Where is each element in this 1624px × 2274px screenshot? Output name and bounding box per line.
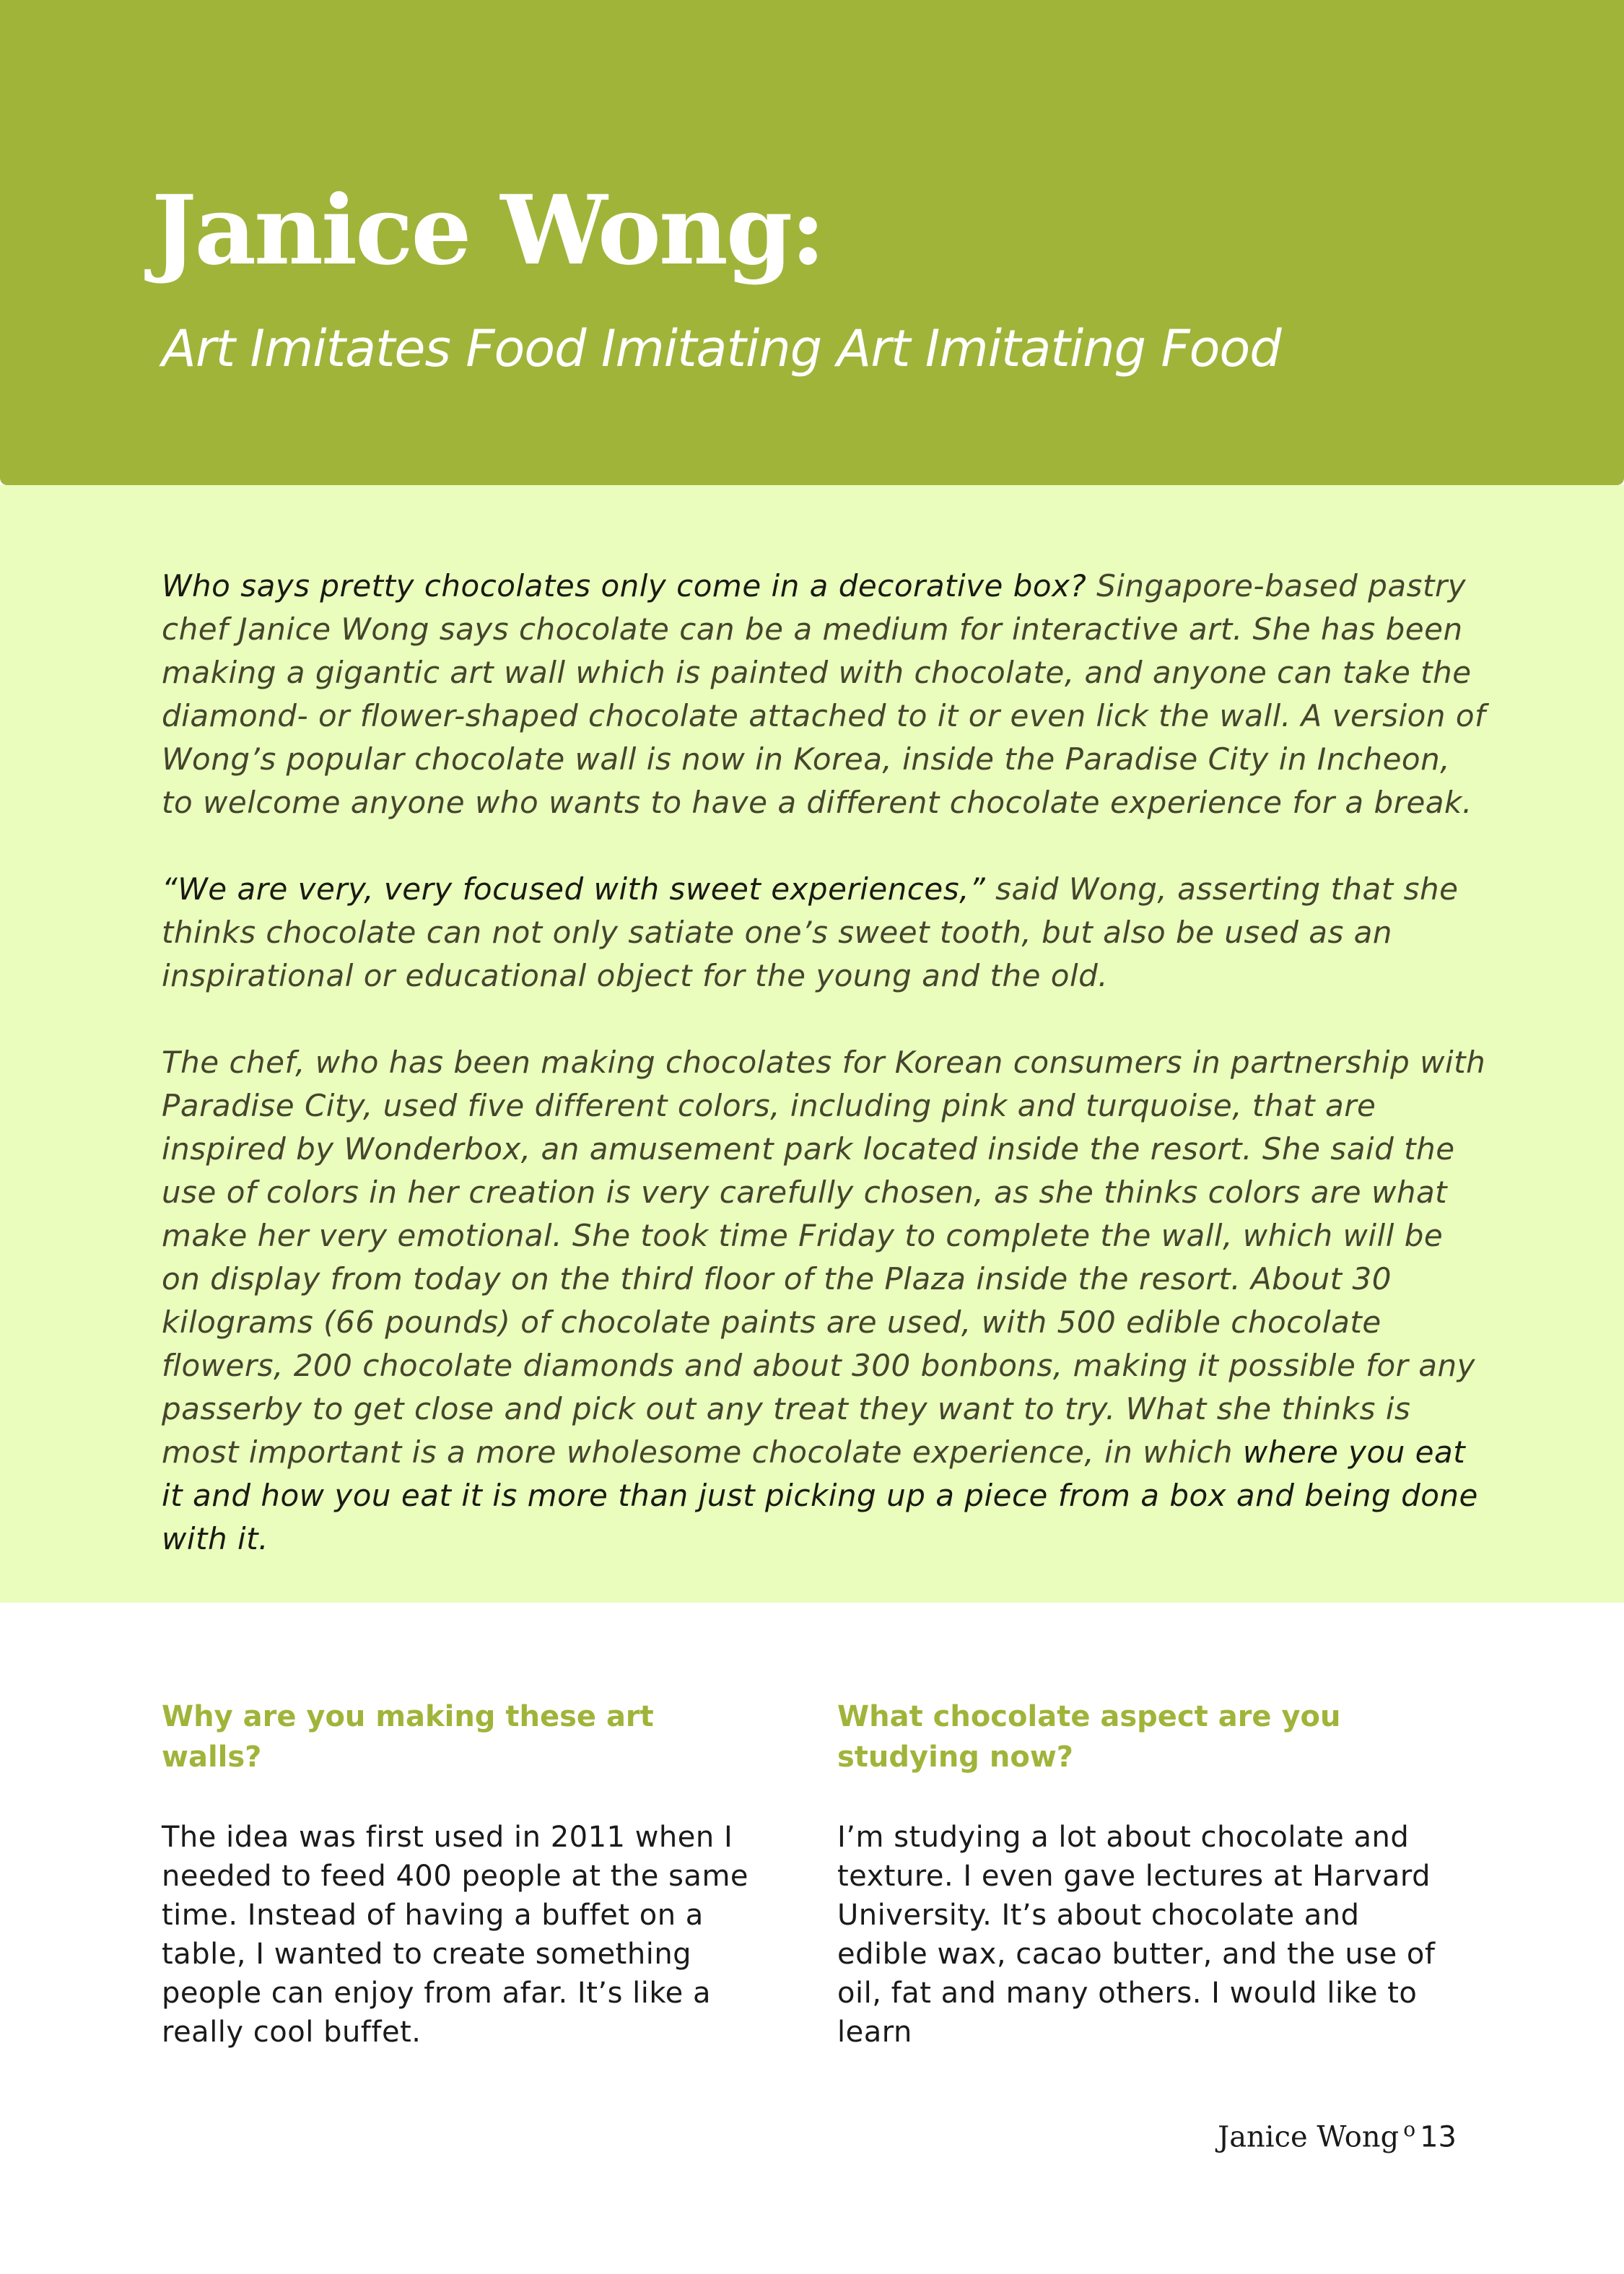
- intro-emphasis: where you eat it and how you eat it is more than just picking up a piece from a box and being done with it.: [162, 1434, 1478, 1556]
- intro-lead-question: Who says pretty chocolates only come in a decorative box?: [162, 568, 1087, 604]
- intro-paragraph-2: [162, 868, 1490, 998]
- qa-question-1: Why are you making these art walls?: [162, 1700, 654, 1774]
- page-title: Janice Wong:: [152, 175, 824, 287]
- footer-separator: o: [1403, 2117, 1416, 2141]
- qa-question-2: What chocolate aspect are you studying now?: [837, 1700, 1341, 1774]
- qa-block-2: [837, 1696, 1458, 2052]
- running-title: Janice Wong: [1218, 2120, 1400, 2154]
- intro-body: [162, 565, 1490, 1604]
- intro-paragraph-1: [162, 565, 1490, 824]
- page-number: 13: [1420, 2120, 1457, 2154]
- intro-paragraph-1-text: Singapore-based pastry chef Janice Wong says chocolate can be a medium for interactive art. She has been making a gigantic art wall which is painted with chocolate, and anyone can take the diamond- or flower-shaped chocolate attached to it or even lick the wall. A version of Wong’s popular chocolate wall is now in Korea, inside the Paradise City in Incheon, to welcome anyone who wants to have a different chocolate experience for a break.: [162, 568, 1486, 820]
- intro-paragraph-2-text: said Wong, asserting that she thinks chocolate can not only satiate one’s sweet tooth, but also be used as an inspirational or educational object for the young and the old.: [162, 871, 1459, 993]
- intro-paragraph-3: [162, 1041, 1490, 1561]
- qa-answer-2: I’m studying a lot about chocolate and texture. I even gave lectures at Harvard University. It’s about chocolate and edible wax, cacao butter, and the use of oil, fat and many others. I would like to learn: [837, 1821, 1436, 2049]
- page-footer: [1218, 2112, 1457, 2155]
- intro-section: [0, 485, 1624, 1603]
- intro-paragraph-3-text: The chef, who has been making chocolates for Korean consumers in partnership with Paradise City, used five different colors, including pink and turquoise, that are inspired by Wonderbox, an amusement park located inside the resort. She said the use of colors in her creation is very carefully chosen, as she thinks colors are what make her very emotional. She took time Friday to complete the wall, which will be on display from today on the third floor of the Plaza inside the resort. About 30 kilograms (66 pounds) of chocolate paints are used, with 500 edible chocolate flowers, 200 chocolate diamonds and about 300 bonbons, making it possible for any passerby to get close and pick out any treat they want to try. What she thinks is most important is a more wholesome chocolate experience, in which: [162, 1045, 1486, 1470]
- header-banner: [0, 0, 1624, 485]
- page-subtitle: Art Imitates Food Imitating Art Imitating Food: [162, 319, 1281, 378]
- intro-quote: “We are very, very focused with sweet experiences,”: [162, 871, 986, 907]
- qa-block-1: [162, 1696, 754, 2052]
- qa-answer-1: The idea was first used in 2011 when I needed to feed 400 people at the same time. Instead of having a buffet on a table, I wanted to create something people can enjoy from afar. It’s like a really cool buffet.: [162, 1821, 749, 2049]
